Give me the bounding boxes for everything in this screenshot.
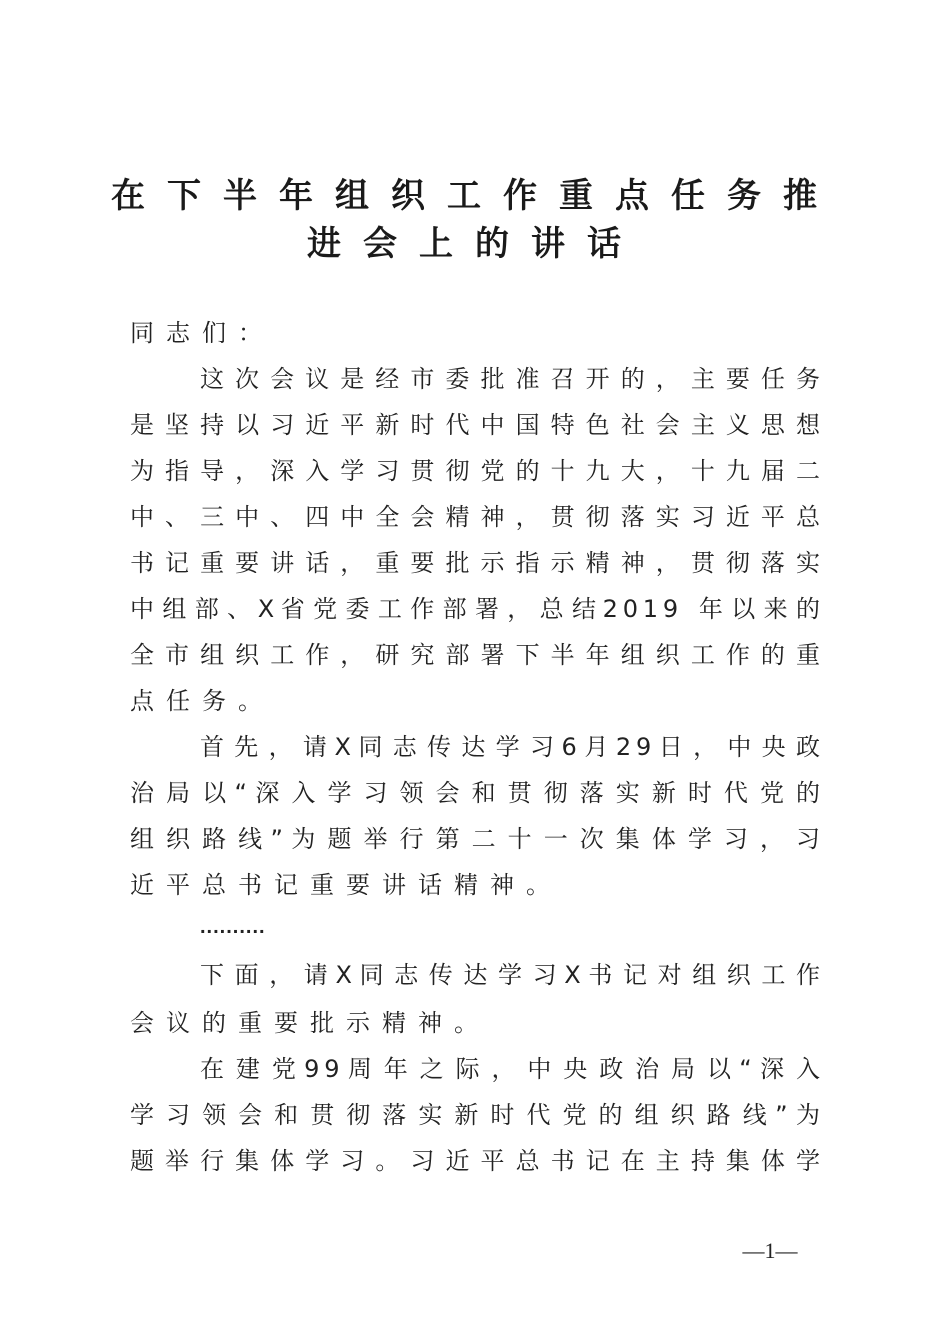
body-line: 全 市 组 织 工 作 ， 研 究 部 署 下 半 年 组 织 工 作 的 重 xyxy=(130,641,820,669)
body-line: 治 局 以 “ 深 入 学 习 领 会 和 贯 彻 落 实 新 时 代 党 的 xyxy=(130,779,820,807)
body-line: 中 、 三 中 、 四 中 全 会 精 神 ， 贯 彻 落 实 习 近 平 总 xyxy=(130,503,820,531)
document-title-line-1: 在下半年组织工作重点任务推 xyxy=(111,176,839,216)
body-line: 这 次 会 议 是 经 市 委 批 准 召 开 的 ， 主 要 任 务 xyxy=(200,365,820,393)
ellipsis-separator: .......... xyxy=(200,916,266,938)
body-line: 点任务。 xyxy=(130,687,274,715)
body-line: 书 记 重 要 讲 话 ， 重 要 批 示 指 示 精 神 ， 贯 彻 落 实 xyxy=(130,549,820,577)
body-line: 下 面 ， 请 X 同 志 传 达 学 习 X 书 记 对 组 织 工 作 xyxy=(200,961,820,989)
body-line: 首 先 ， 请 X 同 志 传 达 学 习 6 月 2 9 日 ， 中 央 政 xyxy=(200,733,820,761)
body-line: 会议的重要批示精神。 xyxy=(130,1009,490,1037)
body-line: 学 习 领 会 和 贯 彻 落 实 新 时 代 党 的 组 织 路 线 ” 为 xyxy=(130,1101,820,1129)
body-line: 为 指 导 ， 深 入 学 习 贯 彻 党 的 十 九 大 ， 十 九 届 二 xyxy=(130,457,820,485)
body-line: 是 坚 持 以 习 近 平 新 时 代 中 国 特 色 社 会 主 义 思 想 xyxy=(130,411,820,439)
body-line: 近平总书记重要讲话精神。 xyxy=(130,871,562,899)
document-title-line-2: 进会上的讲话 xyxy=(307,224,643,264)
body-line: 组 织 路 线 ” 为 题 举 行 第 二 十 一 次 集 体 学 习 ， 习 xyxy=(130,825,820,853)
body-line: 题 举 行 集 体 学 习 。 习 近 平 总 书 记 在 主 持 集 体 学 xyxy=(130,1147,820,1175)
page-number: —1— xyxy=(742,1238,798,1263)
salutation: 同志们： xyxy=(130,319,274,347)
body-line: 在 建 党 9 9 周 年 之 际 ， 中 央 政 治 局 以 “ 深 入 xyxy=(200,1055,820,1083)
body-line: 中 组 部 、 X 省 党 委 工 作 部 署 ， 总 结 2 0 1 9 年 以 来 的 xyxy=(130,595,820,623)
